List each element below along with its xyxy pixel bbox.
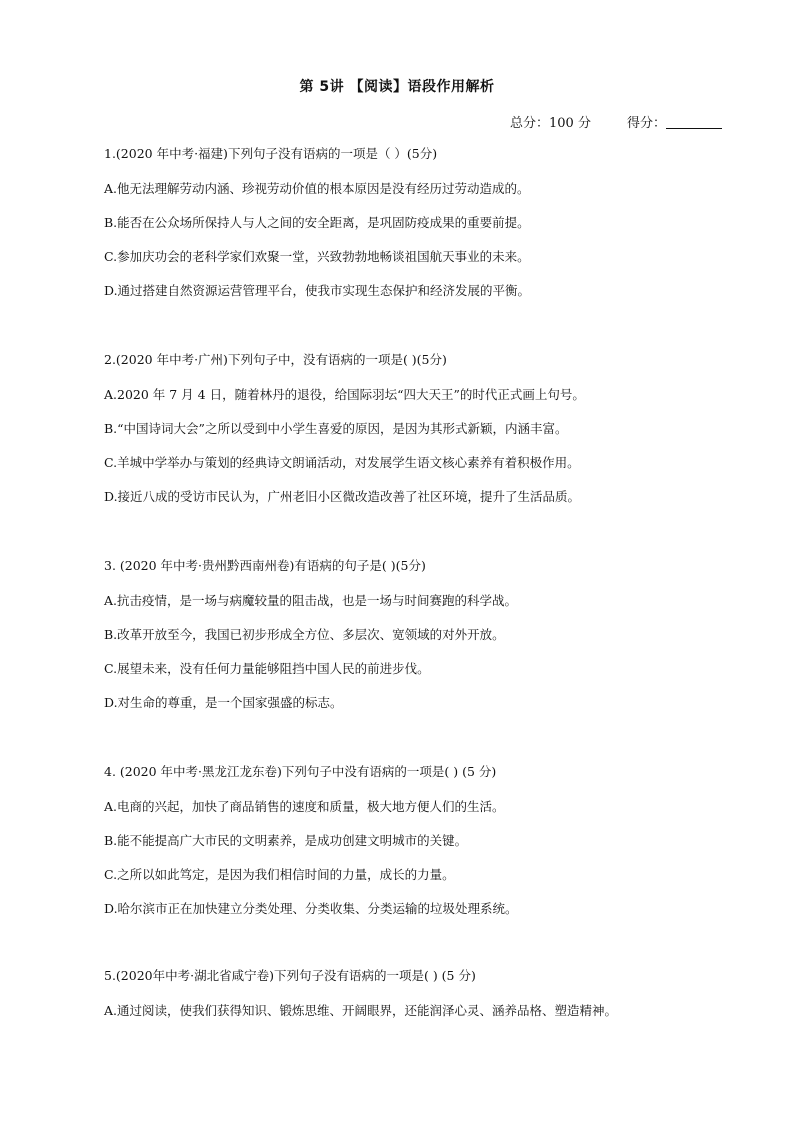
score-line [510,112,750,131]
question-stem: 4. (2020 年中考·黑龙江龙东卷)下列句子中没有语病的一项是( ) (5 分) [104,764,497,779]
page-title: 第 5讲 【阅读】语段作用解析 [299,79,495,95]
option-b: B.改革开放至今，我国已初步形成全方位、多层次、宽领域的对外开放。 [104,627,505,642]
option-d: D.接近八成的受访市民认为，广州老旧小区微改造改善了社区环境，提升了生活品质。 [104,489,581,504]
option-a: A.2020 年 7 月 4 日，随着林丹的退役，给国际羽坛“四大天王”的时代正式画上句号。 [104,387,585,402]
score-blank-line [666,116,722,129]
option-c: C.展望未来，没有任何力量能够阻挡中国人民的前进步伐。 [104,661,430,676]
option-a: A.通过阅读，使我们获得知识、锻炼思维、开阔眼界，还能润泽心灵、涵养品格、塑造精神。 [104,1003,618,1018]
question-stem: 2.(2020 年中考·广州)下列句子中，没有语病的一项是( )(5分) [104,352,447,367]
question-2 [104,352,724,505]
option-a: A.电商的兴起，加快了商品销售的速度和质量，极大地方便人们的生活。 [104,799,505,814]
option-b: B.能不能提高广大市民的文明素养，是成功创建文明城市的关键。 [104,833,468,848]
question-stem: 3. (2020 年中考·贵州黔西南州卷)有语病的句子是( )(5分) [104,558,426,573]
question-stem: 5.(2020年中考·湖北省咸宁卷)下列句子没有语病的一项是( ) (5 分) [104,968,476,983]
option-d: D.对生命的尊重，是一个国家强盛的标志。 [104,695,343,710]
question-stem: 1.(2020 年中考·福建)下列句子没有语病的一项是（ ）(5分) [104,146,438,161]
total-score-label: 总分：100 分 [510,116,591,131]
option-c: C.羊城中学举办与策划的经典诗文朗诵活动，对发展学生语文核心素养有着积极作用。 [104,455,580,470]
option-d: D.哈尔滨市正在加快建立分类处理、分类收集、分类运输的垃圾处理系统。 [104,901,518,916]
option-b: B.能否在公众场所保持人与人之间的安全距离，是巩固防疫成果的重要前提。 [104,215,530,230]
option-b: B.“中国诗词大会”之所以受到中小学生喜爱的原因，是因为其形式新颖，内涵丰富。 [104,421,568,436]
question-5 [104,968,724,1019]
question-3 [104,558,724,711]
question-1 [104,146,724,299]
option-d: D.通过搭建自然资源运营管理平台，使我市实现生态保护和经济发展的平衡。 [104,283,531,298]
question-4 [104,764,724,917]
obtained-score-label: 得分： [626,116,666,131]
option-a: A.他无法理解劳动内涵、珍视劳动价值的根本原因是没有经历过劳动造成的。 [104,181,530,196]
option-a: A.抗击疫情，是一场与病魔较量的阻击战，也是一场与时间赛跑的科学战。 [104,593,518,608]
option-c: C.参加庆功会的老科学家们欢聚一堂，兴致勃勃地畅谈祖国航天事业的未来。 [104,249,530,264]
option-c: C.之所以如此笃定，是因为我们相信时间的力量，成长的力量。 [104,867,455,882]
